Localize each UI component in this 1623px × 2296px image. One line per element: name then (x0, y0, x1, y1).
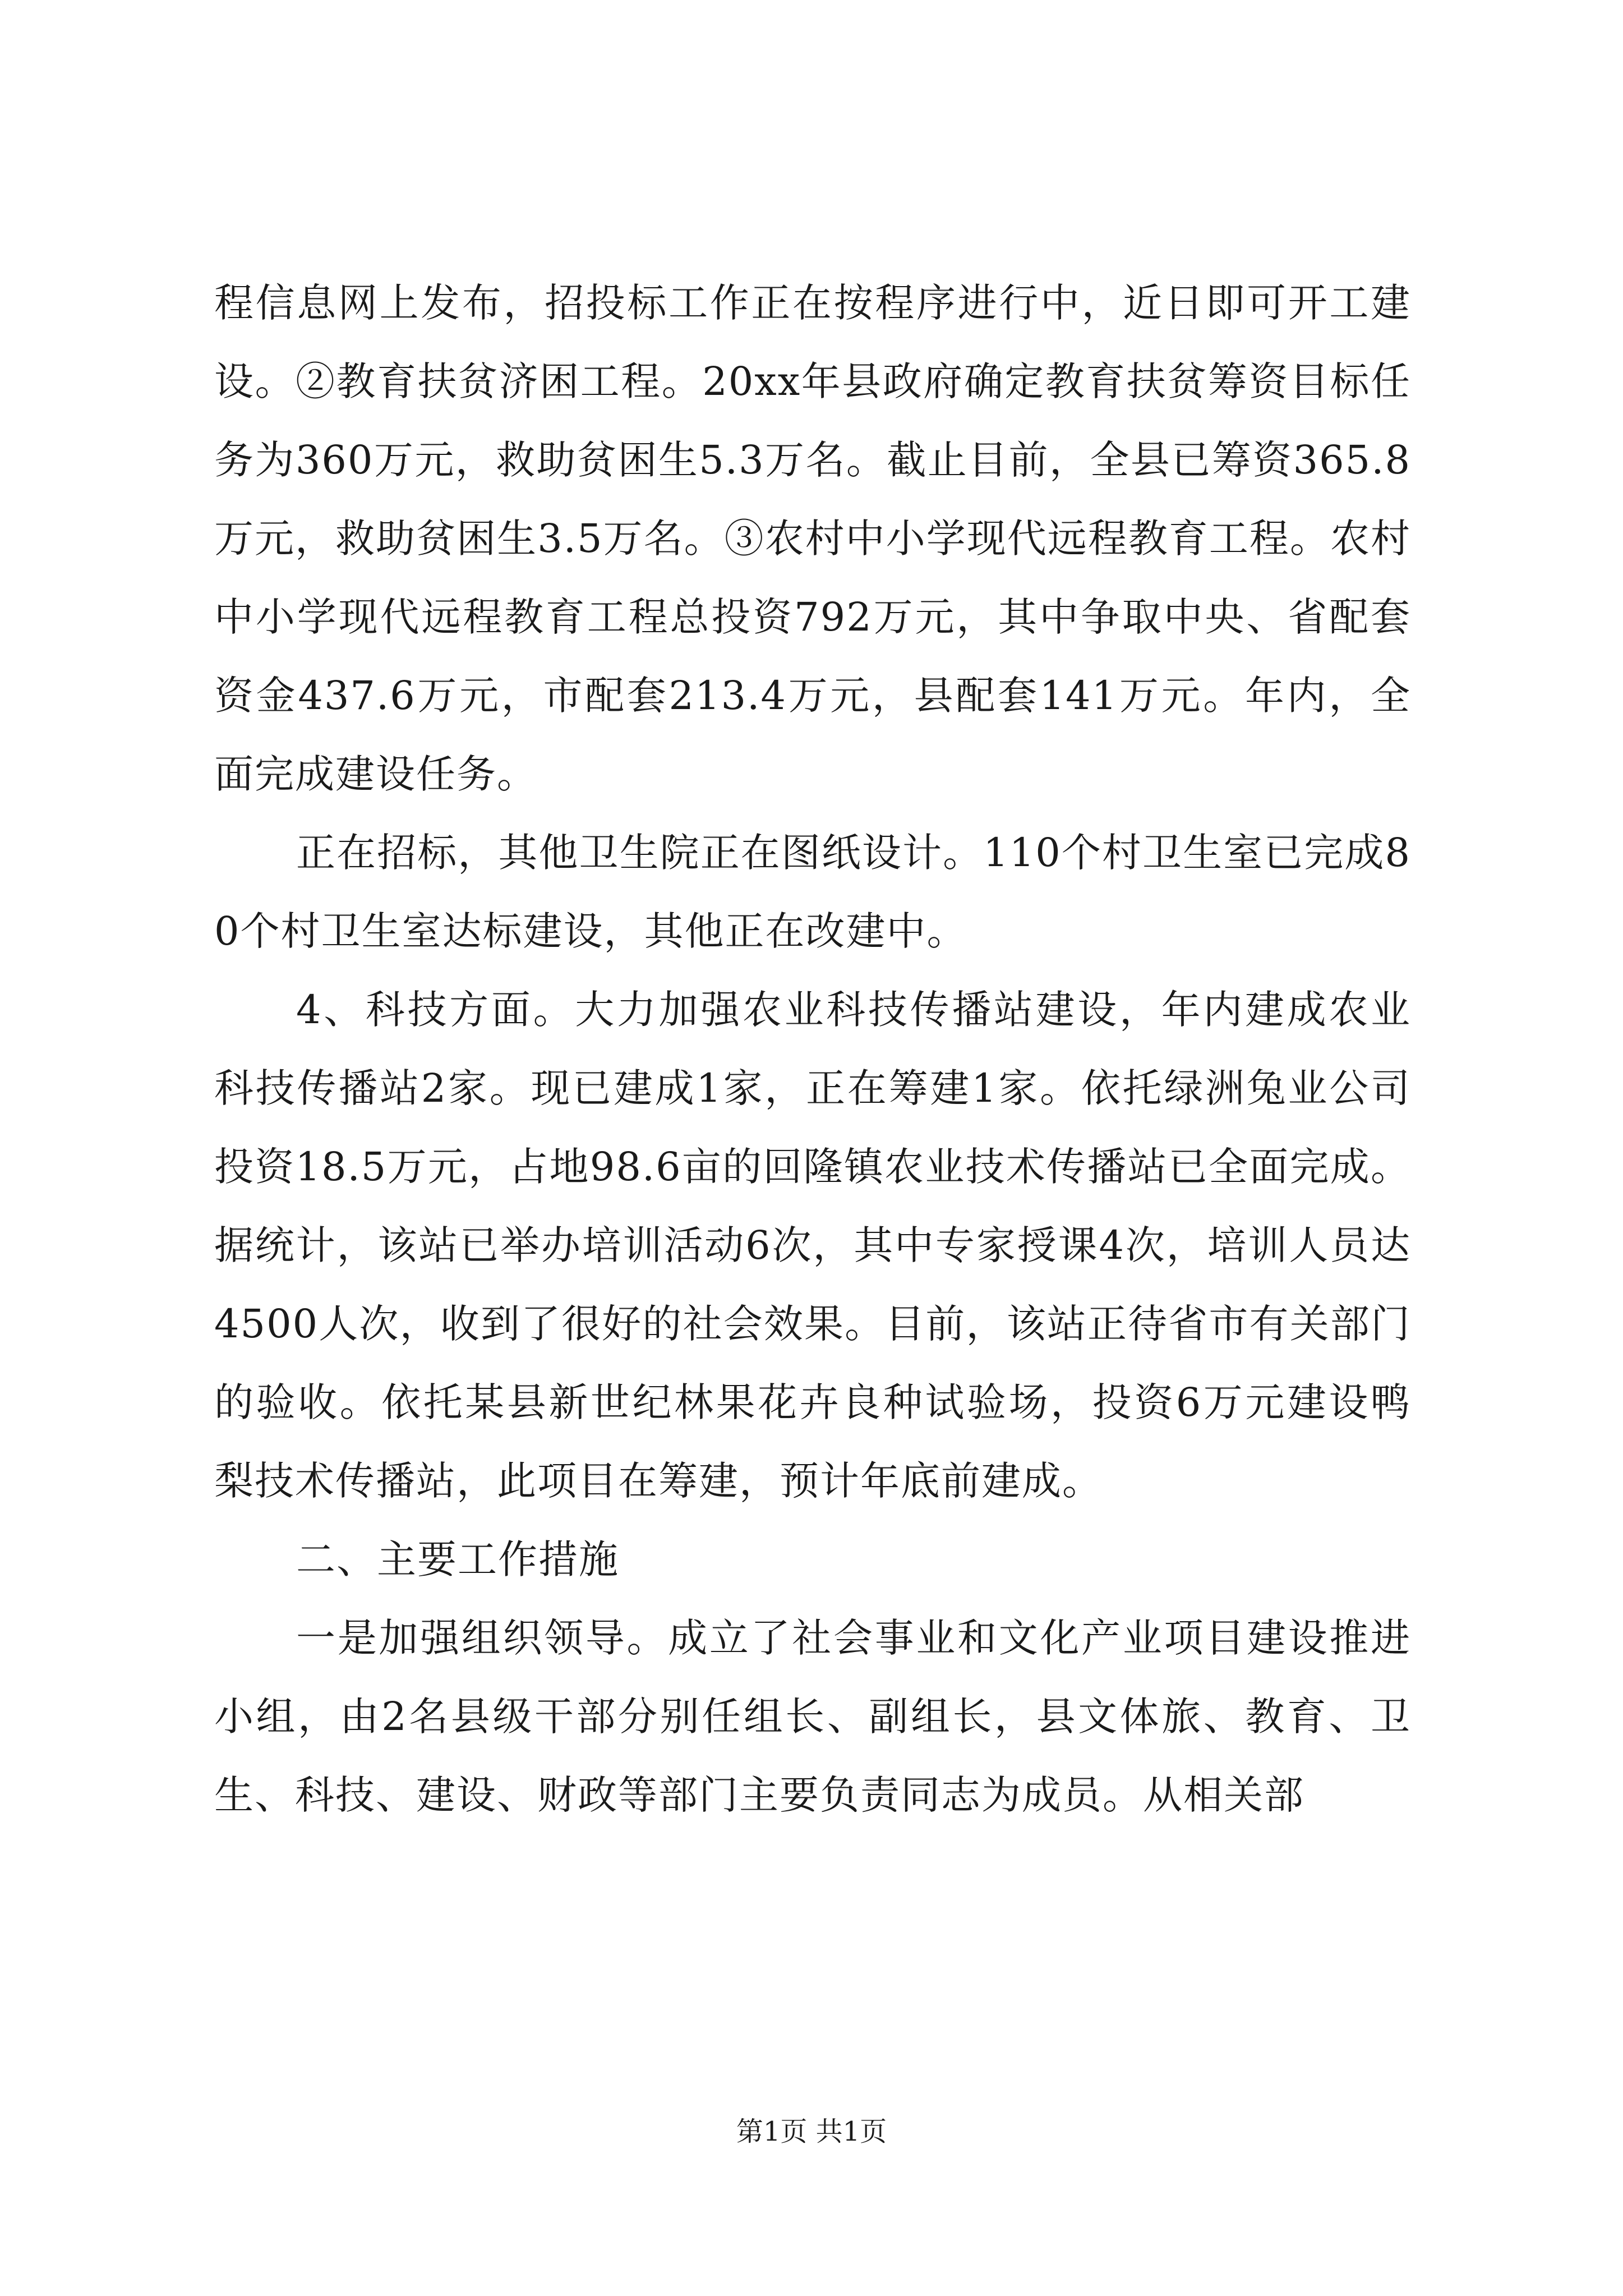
page-footer: 第1页 共1页 (736, 2116, 887, 2147)
paragraph-2: 正在招标，其他卫生院正在图纸设计。110个村卫生室已完成80个村卫生室达标建设，其他正在改建中。 (214, 830, 1411, 954)
paragraph-1: 程信息网上发布，招投标工作正在按程序进行中，近日即可开工建设。②教育扶贫济困工程。20xx年县政府确定教育扶贫筹资目标任务为360万元，救助贫困生5.3万名。截止目前，全县已筹资365.8万元，救助贫困生3.5万名。③农村中小学现代远程教育工程。农村中小学现代远程教育工程总投资792万元，其中争取中央、省配套资金437.6万元，市配套213.4万元，县配套141万元。年内，全面完成建设任务。 (214, 280, 1411, 797)
paragraph-4: 一是加强组织领导。成立了社会事业和文化产业项目建设推进小组，由2名县级干部分别任组长、副组长，县文体旅、教育、卫生、科技、建设、财政等部门主要负责同志为成员。从相关部 (214, 1615, 1411, 1818)
section-heading: 二、主要工作措施 (296, 1536, 619, 1582)
document-body (214, 264, 1411, 1834)
paragraph-3: 4、科技方面。大力加强农业科技传播站建设，年内建成农业科技传播站2家。现已建成1家，正在筹建1家。依托绿洲兔业公司投资18.5万元，占地98.6亩的回隆镇农业技术传播站已全面完成。据统计，该站已举办培训活动6次，其中专家授课4次，培训人员达4500人次，收到了很好的社会效果。目前，该站正待省市有关部门的验收。依托某县新世纪林果花卉良种试验场，投资6万元建设鸭梨技术传播站，此项目在筹建，预计年底前建成。 (214, 987, 1411, 1504)
